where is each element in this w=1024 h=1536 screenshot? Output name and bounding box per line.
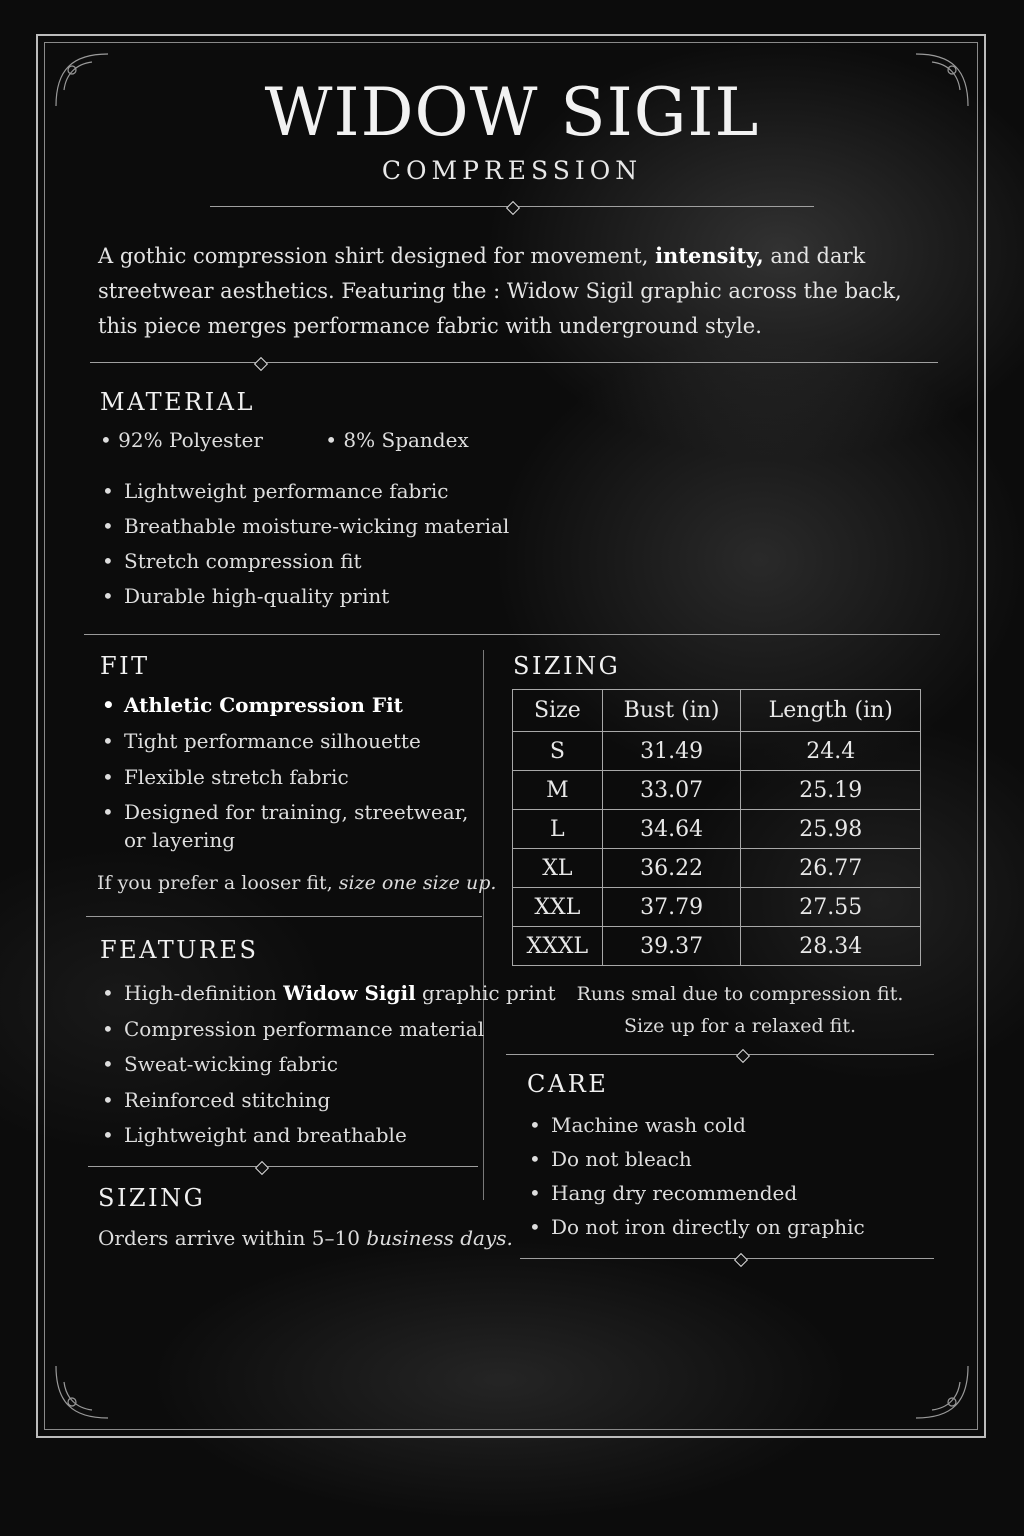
table-cell: 34.64 bbox=[602, 810, 741, 849]
list-item: • Breathable moisture-wicking material bbox=[100, 509, 509, 544]
table-row bbox=[513, 849, 921, 888]
product-subtitle: COMPRESSION bbox=[381, 156, 643, 185]
list-item: • Stretch compression fit bbox=[100, 544, 509, 579]
list-item: • Tight performance silhouette bbox=[100, 726, 485, 756]
column-header: Bust (in) bbox=[602, 690, 741, 732]
table-cell: S bbox=[513, 732, 603, 771]
composition-item: • 92% Polyester bbox=[100, 428, 263, 452]
product-title: WIDOW SIGIL bbox=[264, 74, 760, 151]
list-item: • Lightweight performance fabric bbox=[100, 474, 509, 509]
table-cell: 37.79 bbox=[602, 888, 741, 927]
corner-ornament-icon bbox=[52, 1362, 112, 1422]
list-item: • Do not bleach bbox=[527, 1142, 865, 1176]
table-cell: L bbox=[513, 810, 603, 849]
table-row bbox=[513, 927, 921, 966]
list-item: • Designed for training, streetwear, or layering bbox=[100, 798, 485, 854]
sizing-note: Runs smal due to compression fit. Size up for a relaxed fit. bbox=[576, 983, 904, 1037]
composition-item: • 8% Spandex bbox=[325, 428, 469, 452]
list-item: • Reinforced stitching bbox=[100, 1083, 560, 1119]
list-item: • Flexible stretch fabric bbox=[100, 762, 485, 792]
ornamental-divider bbox=[88, 1160, 478, 1174]
table-cell: XXL bbox=[513, 888, 603, 927]
sizing-heading: SIZING bbox=[513, 652, 621, 680]
table-cell: XL bbox=[513, 849, 603, 888]
material-list bbox=[100, 474, 509, 614]
table-cell: 26.77 bbox=[741, 849, 921, 888]
care-heading: CARE bbox=[527, 1070, 609, 1098]
table-cell: 25.19 bbox=[741, 771, 921, 810]
table-row bbox=[513, 771, 921, 810]
shipping-heading: SIZING bbox=[98, 1184, 206, 1212]
fit-note: If you prefer a looser fit, size one size up. bbox=[97, 872, 497, 894]
corner-ornament-icon bbox=[912, 1362, 972, 1422]
size-chart-table bbox=[512, 689, 921, 966]
fit-heading: FIT bbox=[100, 652, 150, 680]
list-item: • Machine wash cold bbox=[527, 1108, 865, 1142]
ornamental-divider bbox=[506, 1048, 934, 1062]
table-row bbox=[513, 732, 921, 771]
fit-list bbox=[100, 690, 485, 854]
table-row bbox=[513, 810, 921, 849]
table-cell: M bbox=[513, 771, 603, 810]
table-cell: 31.49 bbox=[602, 732, 741, 771]
table-cell: 36.22 bbox=[602, 849, 741, 888]
shipping-text: Orders arrive within 5–10 business days. bbox=[98, 1226, 513, 1250]
ornamental-divider bbox=[90, 356, 938, 370]
table-row bbox=[513, 888, 921, 927]
table-cell: 39.37 bbox=[602, 927, 741, 966]
material-composition bbox=[100, 428, 525, 452]
table-cell: XXXL bbox=[513, 927, 603, 966]
list-item: • Lightweight and breathable bbox=[100, 1118, 560, 1154]
table-header-row bbox=[513, 690, 921, 732]
product-description: A gothic compression shirt designed for movement, intensity, and dark streetwear aesthetics. Featuring the : Widow Sigil graphic across the back, this piece merges performance fabric with underground style. bbox=[98, 243, 902, 338]
section-divider bbox=[84, 634, 940, 635]
column-header: Size bbox=[513, 690, 603, 732]
care-list bbox=[527, 1108, 865, 1244]
material-heading: MATERIAL bbox=[100, 388, 255, 416]
list-item: • Sweat-wicking fabric bbox=[100, 1047, 560, 1083]
table-cell: 28.34 bbox=[741, 927, 921, 966]
list-item: • High-definition Widow Sigil graphic print bbox=[100, 976, 560, 1012]
ornamental-divider bbox=[210, 200, 814, 214]
column-header: Length (in) bbox=[741, 690, 921, 732]
features-heading: FEATURES bbox=[100, 936, 259, 964]
section-divider bbox=[86, 916, 482, 917]
table-cell: 25.98 bbox=[741, 810, 921, 849]
list-item: • Compression performance material bbox=[100, 1012, 560, 1048]
list-item: • Do not iron directly on graphic bbox=[527, 1210, 865, 1244]
features-list bbox=[100, 976, 560, 1154]
list-item: • Durable high-quality print bbox=[100, 579, 509, 614]
table-cell: 24.4 bbox=[741, 732, 921, 771]
list-item: • Hang dry recommended bbox=[527, 1176, 865, 1210]
ornamental-divider bbox=[520, 1252, 934, 1266]
table-cell: 33.07 bbox=[602, 771, 741, 810]
table-cell: 27.55 bbox=[741, 888, 921, 927]
list-item: • Athletic Compression Fit bbox=[100, 690, 485, 720]
